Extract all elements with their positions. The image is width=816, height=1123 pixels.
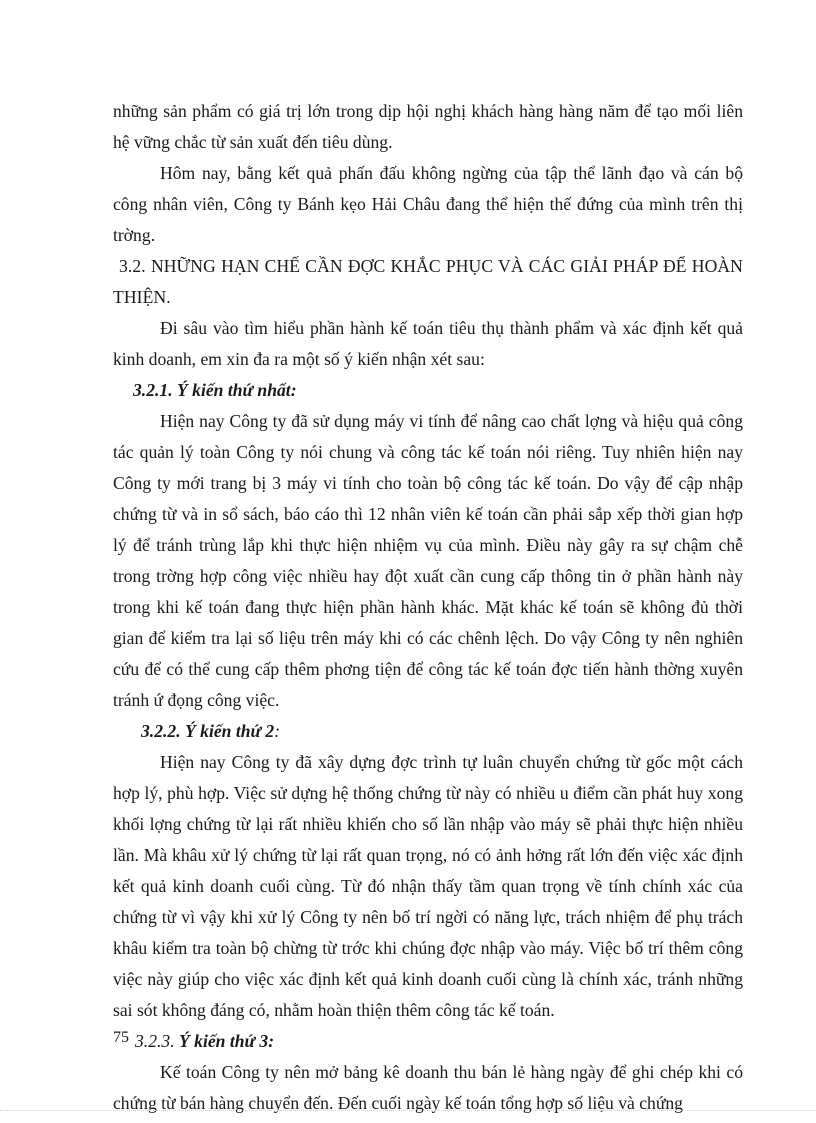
subheading-3-2-2 (113, 716, 743, 747)
subheading-number: 3.2.3. (135, 1031, 175, 1051)
paragraph-continuation: những sản phẩm có giá trị lớn trong dịp hội nghị khách hàng hàng năm để tạo mối liên hệ vững chắc từ sản xuất đến tiêu dùng. (113, 101, 743, 152)
subheading-title: Ý kiến thứ 3: (179, 1031, 275, 1051)
paragraph-intro-opinions: Đi sâu vào tìm hiểu phần hành kế toán tiêu thụ thành phẩm và xác định kết quả kinh doanh, em xin đa ra một số ý kiến nhận xét sau: (113, 318, 743, 369)
page-footer-divider (0, 1110, 816, 1111)
paragraph-opinion-2: Hiện nay Công ty đã xây dựng đợc trình tự luân chuyển chứng từ gốc một cách hợp lý, phù hợp. Việc sử dựng hệ thống chứng từ này có nhiều u điểm cần phát huy xong khối lợng chứng từ lại rất nhiều khiến cho số lần nhập vào máy sẽ phải thực hiện nhiều lần. Mà khâu xử lý chứng từ lại rất quan trọng, nó có ảnh hởng rất lớn đến việc xác định kết quả kinh doanh cuối cùng. Từ đó nhận thấy tầm quan trọng về tính chính xác của chứng từ vì vậy khi xử lý Công ty nên bố trí ngời có năng lực, trách nhiệm để phụ trách khâu kiểm tra toàn bộ chừng từ trớc khi chúng đợc nhập vào máy. Việc bố trí thêm công việc này giúp cho việc xác định kết quả kinh doanh cuối cùng là chính xác, tránh những sai sót không đáng có, nhằm hoàn thiện thêm công tác kế toán. (113, 752, 743, 1020)
subheading-3-2-3 (113, 1026, 743, 1057)
subheading-title: Ý kiến thứ 2 (185, 721, 275, 741)
section-heading-3-2: 3.2. NHỮNG HẠN CHẾ CẦN ĐỢC KHẮC PHỤC VÀ CÁC GIẢI PHÁP ĐỂ HOÀN THIỆN. (113, 256, 743, 307)
page-number: 75 (113, 1029, 129, 1046)
subheading-colon: : (274, 721, 281, 741)
subheading-3-2-1 (113, 375, 743, 406)
subheading-number: 3.2.2. (141, 721, 181, 741)
subheading-title: Ý kiến thứ nhất: (177, 380, 297, 400)
document-body (113, 96, 743, 1119)
paragraph-opinion-1: Hiện nay Công ty đã sử dụng máy vi tính để nâng cao chất lợng và hiệu quả công tác quản lý toàn Công ty nói chung và công tác kế toán nói riêng. Tuy nhiên hiện nay Công ty mới trang bị 3 máy vi tính cho toàn bộ công tác kế toán. Do vậy để cập nhập chứng từ và in sổ sách, báo cáo thì 12 nhân viên kế toán cần phải sắp xếp thời gian hợp lý để tránh trùng lắp khi thực hiện nhiệm vụ của mình. Điều này gây ra sự chậm chễ trong trờng hợp công việc nhiều hay đột xuất cần cung cấp thông tin ở phần hành này trong khi kế toán đang thực hiện phần hành khác. Mặt khác kế toán sẽ không đủ thời gian để kiểm tra lại số liệu trên máy khi có các chênh lệch. Do vậy Công ty nên nghiên cứu để có thể cung cấp thêm phơng tiện để công tác kế toán đợc tiến hành thờng xuyên tránh ứ đọng công việc. (113, 411, 743, 710)
paragraph-company-status: Hôm nay, bằng kết quả phấn đấu không ngừng của tập thể lãnh đạo và cán bộ công nhân viên, Công ty Bánh kẹo Hải Châu đang thể hiện thế đứng của mình trên thị trờng. (113, 163, 743, 245)
subheading-number: 3.2.1. (133, 380, 173, 400)
paragraph-opinion-3: Kế toán Công ty nên mở bảng kê doanh thu bán lẻ hàng ngày để ghi chép khi có chứng từ bán hàng chuyển đến. Đến cuối ngày kế toán tổng hợp số liệu và chứng (113, 1062, 743, 1113)
